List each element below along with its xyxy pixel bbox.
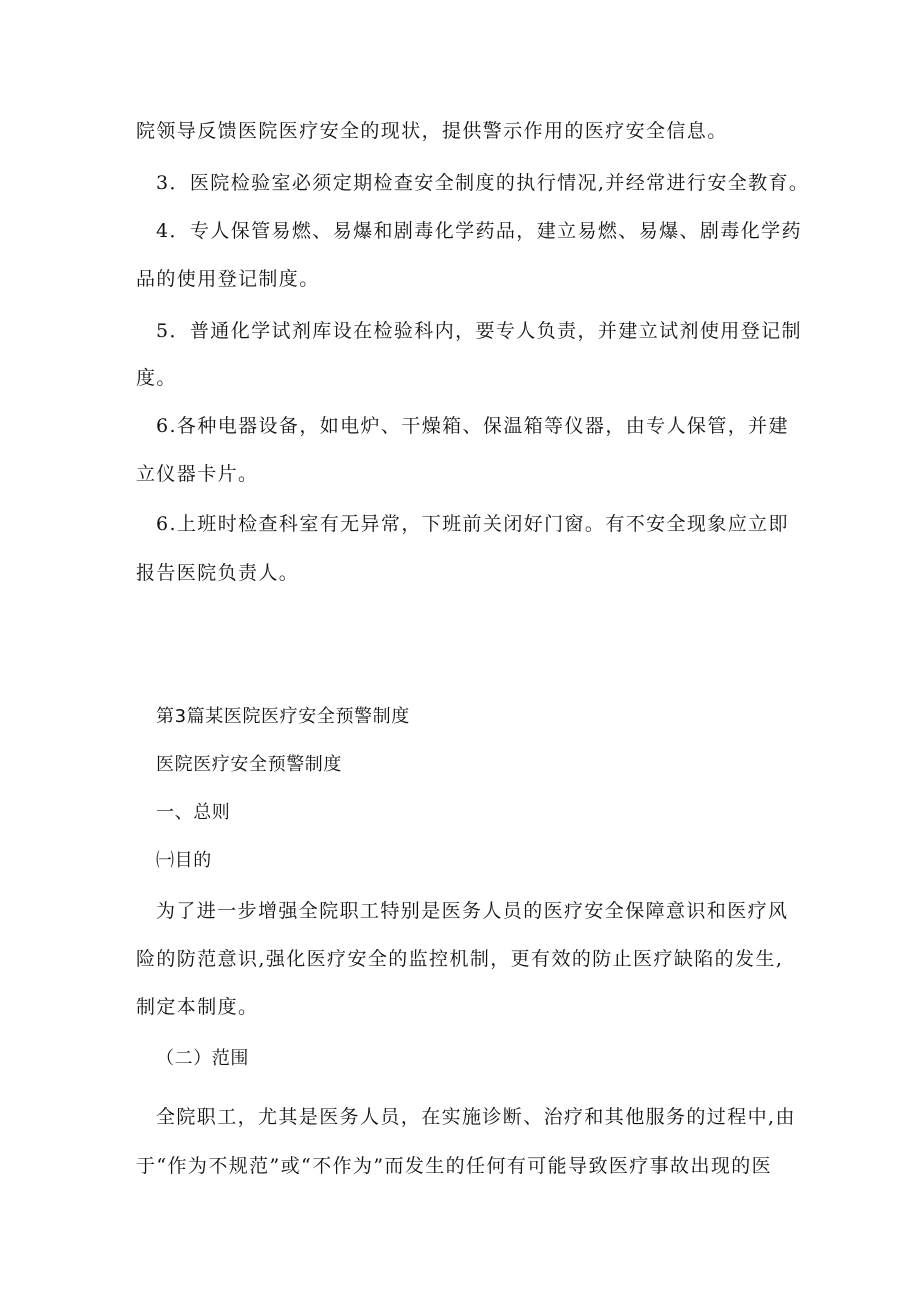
text-line: 6.上班时检查科室有无异常，下班前关闭好门窗。有不安全现象应立即 <box>156 513 789 535</box>
text-line: 全院职工，尤其是医务人员，在实施诊断、治疗和其他服务的过程中,由 <box>156 1106 796 1128</box>
text-line: 制定本制度。 <box>136 996 259 1018</box>
text-line: 度。 <box>136 367 177 389</box>
text-line: 报告医院负责人。 <box>136 562 300 584</box>
text-line: 3．医院检验室必须定期检查安全制度的执行情况,并经常进行安全教育。 <box>156 172 810 194</box>
text-line: 险的防范意识,强化医疗安全的监控机制，更有效的防止医疗缺陷的发生, <box>136 948 784 970</box>
chapter-heading: 一、总则 <box>156 802 231 823</box>
subsection-heading: ㈠目的 <box>156 850 212 871</box>
text-line: 5．普通化学试剂库设在检验科内，要专人负责，并建立试剂使用登记制 <box>156 320 802 342</box>
text-line: 于“作为不规范”或“不作为”而发生的任何有可能导致医疗事故出现的医 <box>136 1155 773 1177</box>
text-line: 为了进一步增强全院职工特别是医务人员的医疗安全保障意识和医疗风 <box>156 900 789 922</box>
text-line: 院领导反馈医院医疗安全的现状，提供警示作用的医疗安全信息。 <box>136 120 728 142</box>
text-line: 4．专人保管易燃、易爆和剧毒化学药品，建立易燃、易爆、剧毒化学药 <box>156 220 802 242</box>
text-line: 立仪器卡片。 <box>136 463 259 485</box>
text-line: 6.各种电器设备，如电炉、干燥箱、保温箱等仪器，由专人保管，并建 <box>156 415 789 437</box>
document-title: 医院医疗安全预警制度 <box>156 754 342 775</box>
text-line: 品的使用登记制度。 <box>136 268 320 290</box>
subsection-heading: （二）范围 <box>156 1048 249 1069</box>
section-title: 第3篇某医院医疗安全预警制度 <box>156 706 410 727</box>
